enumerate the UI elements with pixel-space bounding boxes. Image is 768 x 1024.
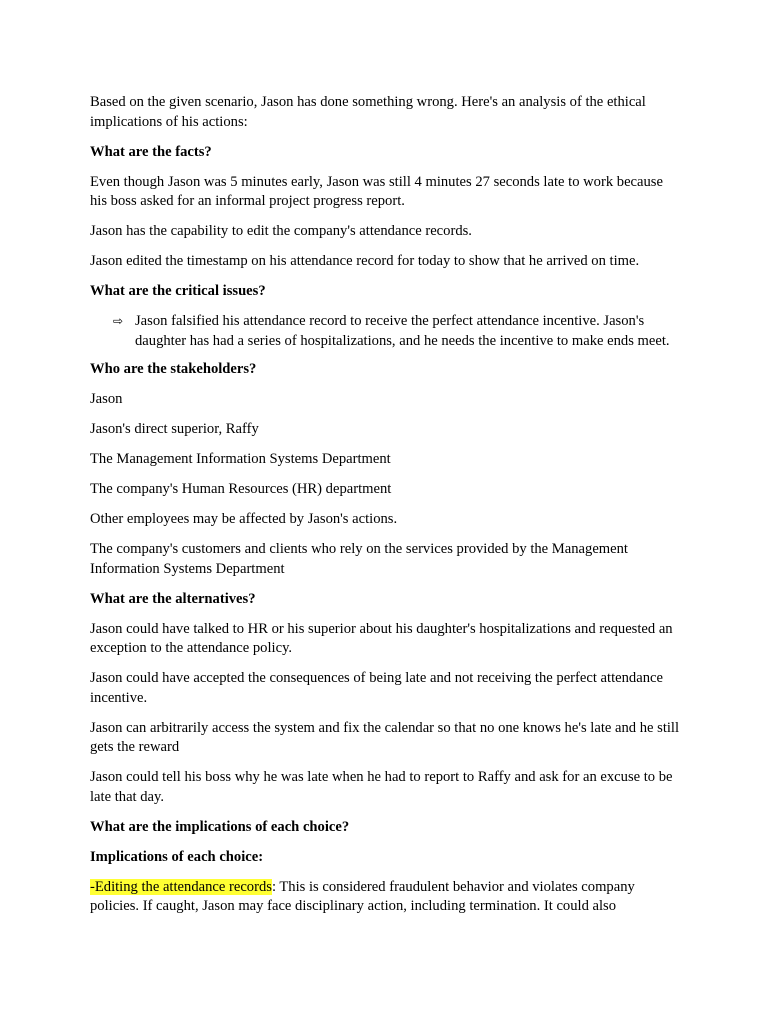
facts-heading: What are the facts? — [90, 143, 212, 160]
stakeholder-item: Other employees may be affected by Jason's actions. — [90, 511, 398, 527]
fact-item: Jason edited the timestamp on his attendance record for today to show that he arrived on time. — [90, 253, 640, 269]
alternative-item: Jason could tell his boss why he was late when he had to report to Raffy and ask for an excuse to be late that day. — [90, 769, 673, 805]
stakeholder-item: The Management Information Systems Department — [90, 451, 391, 467]
stakeholder-item: The company's customers and clients who rely on the services provided by the Management Information Systems Department — [90, 541, 628, 577]
implications-heading: What are the implications of each choice? — [90, 818, 350, 835]
alternative-item: Jason can arbitrarily access the system and fix the calendar so that no one knows he's late and he still gets the reward — [90, 719, 680, 755]
implications-subheading: Implications of each choice: — [90, 848, 264, 865]
critical-issues-heading: What are the critical issues? — [90, 283, 266, 299]
highlighted-text: -Editing the attendance records — [90, 878, 272, 895]
alternatives-heading: What are the alternatives? — [90, 590, 256, 607]
intro-paragraph: Based on the given scenario, Jason has done something wrong. Here's an analysis of the ethical implications of his actions: — [90, 94, 646, 130]
alternative-item: Jason could have accepted the consequences of being late and not receiving the perfect attendance incentive. — [90, 670, 663, 706]
stakeholder-item: Jason's direct superior, Raffy — [90, 421, 259, 437]
stakeholders-heading: Who are the stakeholders? — [90, 361, 257, 377]
alternative-item: Jason could have talked to HR or his superior about his daughter's hospitalizations and requested an exception to the attendance policy. — [90, 620, 673, 656]
stakeholder-item: Jason — [90, 391, 123, 407]
document-page — [90, 93, 680, 927]
arrow-right-outline-icon: ⇨ — [113, 314, 124, 328]
implication-text: : This is considered fraudulent behavior and violates company policies. If caught, Jason may face disciplinary action, including termination. It could also — [90, 878, 635, 914]
implication-paragraph — [90, 878, 680, 917]
critical-issue-text: Jason falsified his attendance record to receive the perfect attendance incentive. Jason's daughter has had a series of hospitalizations, and he needs the incentive to make ends meet. — [135, 313, 670, 349]
fact-item: Jason has the capability to edit the company's attendance records. — [90, 223, 472, 239]
fact-item: Even though Jason was 5 minutes early, Jason was still 4 minutes 27 seconds late to work because his boss asked for an informal project progress report. — [90, 173, 663, 209]
critical-issue-bullet — [90, 312, 680, 351]
stakeholder-item: The company's Human Resources (HR) department — [90, 481, 392, 497]
